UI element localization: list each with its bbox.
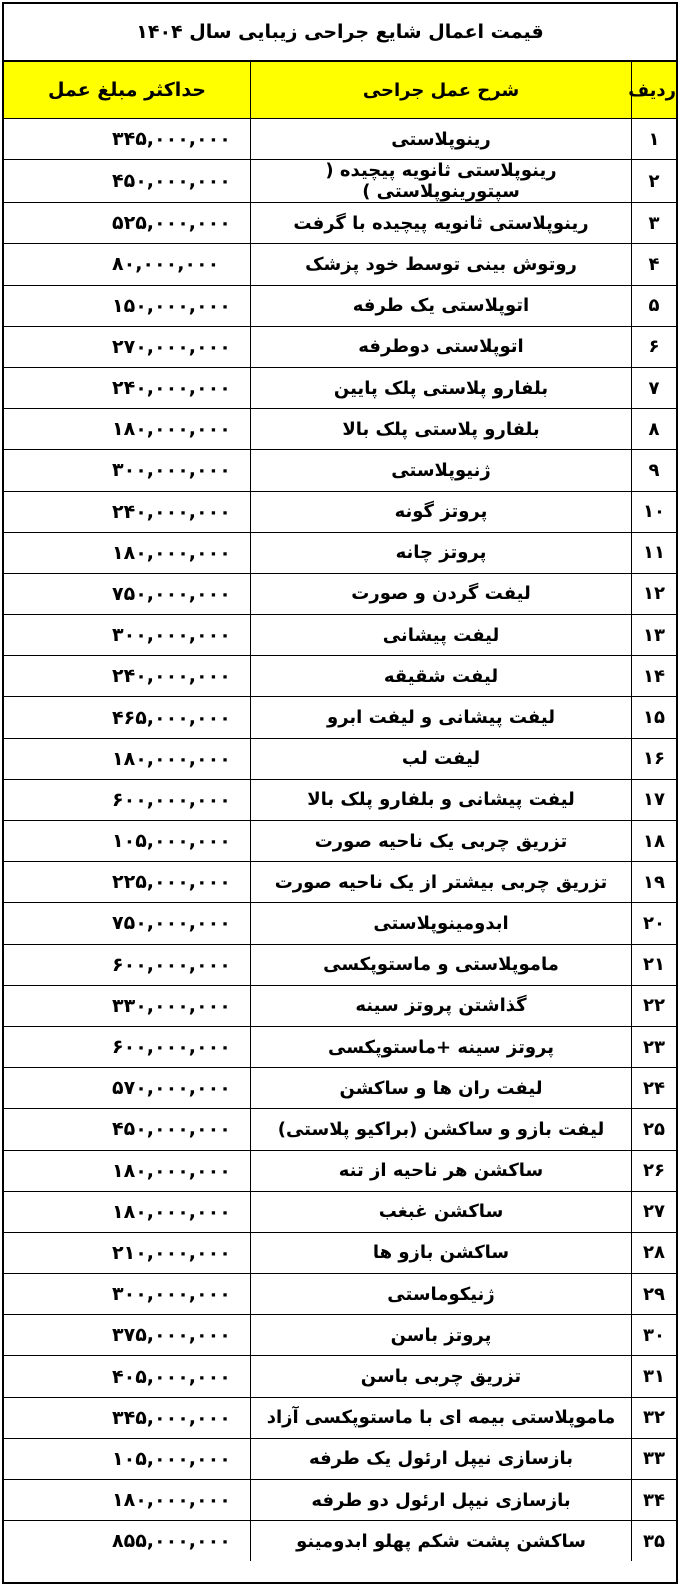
row-description: پروتز گونه	[251, 491, 632, 532]
row-price: ۸۰,۰۰۰,۰۰۰	[4, 244, 251, 285]
row-description: لیفت بازو و ساکشن (براکیو پلاستی)	[251, 1109, 632, 1150]
header-index: ردیف	[632, 62, 677, 119]
row-index: ۹	[632, 450, 677, 491]
row-description: گذاشتن پروتز سینه	[251, 985, 632, 1026]
table-row	[4, 821, 676, 862]
row-price: ۱۸۰,۰۰۰,۰۰۰	[4, 1191, 251, 1232]
table-row	[4, 1438, 676, 1479]
price-table	[4, 62, 676, 1561]
table-row	[4, 1232, 676, 1273]
row-description: ابدومینوپلاستی	[251, 903, 632, 944]
price-table-sheet	[2, 2, 678, 1584]
table-row	[4, 779, 676, 820]
row-description: لیفت پیشانی	[251, 615, 632, 656]
table-row	[4, 203, 676, 244]
row-description: ژنیکوماستی	[251, 1274, 632, 1315]
row-price: ۱۸۰,۰۰۰,۰۰۰	[4, 1150, 251, 1191]
row-price: ۴۵۰,۰۰۰,۰۰۰	[4, 1109, 251, 1150]
row-price: ۶۰۰,۰۰۰,۰۰۰	[4, 1026, 251, 1067]
row-description: لیفت پیشانی و لیفت ابرو	[251, 697, 632, 738]
row-price: ۲۴۰,۰۰۰,۰۰۰	[4, 367, 251, 408]
row-description: پروتز باسن	[251, 1315, 632, 1356]
row-index: ۲۶	[632, 1150, 677, 1191]
header-row	[4, 62, 676, 119]
table-row	[4, 1521, 676, 1562]
row-description: اتوپلاستی دوطرفه	[251, 326, 632, 367]
row-index: ۱۳	[632, 615, 677, 656]
table-row	[4, 615, 676, 656]
row-price: ۴۰۵,۰۰۰,۰۰۰	[4, 1356, 251, 1397]
table-row	[4, 326, 676, 367]
row-index: ۳۲	[632, 1397, 677, 1438]
table-row	[4, 944, 676, 985]
row-price: ۱۸۰,۰۰۰,۰۰۰	[4, 1480, 251, 1521]
row-price: ۶۰۰,۰۰۰,۰۰۰	[4, 944, 251, 985]
row-price: ۳۷۵,۰۰۰,۰۰۰	[4, 1315, 251, 1356]
row-description: لیفت ران ها و ساکشن	[251, 1068, 632, 1109]
row-index: ۲۴	[632, 1068, 677, 1109]
table-body	[4, 119, 676, 1562]
row-index: ۱۷	[632, 779, 677, 820]
row-price: ۷۵۰,۰۰۰,۰۰۰	[4, 573, 251, 614]
table-row	[4, 1480, 676, 1521]
row-index: ۲	[632, 160, 677, 203]
table-row	[4, 656, 676, 697]
row-price: ۱۵۰,۰۰۰,۰۰۰	[4, 285, 251, 326]
row-price: ۶۰۰,۰۰۰,۰۰۰	[4, 779, 251, 820]
row-index: ۵	[632, 285, 677, 326]
page-title: قیمت اعمال شایع جراحی زیبایی سال ۱۴۰۴	[4, 4, 676, 62]
table-row	[4, 119, 676, 160]
row-index: ۱۴	[632, 656, 677, 697]
row-index: ۲۰	[632, 903, 677, 944]
table-row	[4, 409, 676, 450]
row-price: ۲۷۰,۰۰۰,۰۰۰	[4, 326, 251, 367]
table-row	[4, 738, 676, 779]
row-description: تزریق چربی بیشتر از یک ناحیه صورت	[251, 862, 632, 903]
row-description: بلفارو پلاستی پلک بالا	[251, 409, 632, 450]
row-index: ۳	[632, 203, 677, 244]
row-description: رینوپلاستی ثانویه پیچیده ( سپتورینوپلاستی )	[251, 160, 632, 203]
row-description: ساکشن پشت شکم پهلو ابدومینو	[251, 1521, 632, 1562]
row-description: پروتز سینه +ماستوپکسی	[251, 1026, 632, 1067]
row-price: ۳۰۰,۰۰۰,۰۰۰	[4, 615, 251, 656]
row-price: ۱۸۰,۰۰۰,۰۰۰	[4, 738, 251, 779]
row-price: ۷۵۰,۰۰۰,۰۰۰	[4, 903, 251, 944]
row-description: پروتز چانه	[251, 532, 632, 573]
row-description: بازسازی نیپل ارئول دو طرفه	[251, 1480, 632, 1521]
table-row	[4, 903, 676, 944]
table-row	[4, 862, 676, 903]
table-row	[4, 491, 676, 532]
header-price: حداکثر مبلغ عمل	[4, 62, 251, 119]
row-price: ۸۵۵,۰۰۰,۰۰۰	[4, 1521, 251, 1562]
table-row	[4, 985, 676, 1026]
row-description: لیفت پیشانی و بلفارو پلک بالا	[251, 779, 632, 820]
row-description: اتوپلاستی یک طرفه	[251, 285, 632, 326]
row-description: ماموپلاستی و ماستوپکسی	[251, 944, 632, 985]
table-row	[4, 1150, 676, 1191]
header-description: شرح عمل جراحی	[251, 62, 632, 119]
row-description: ساکشن هر ناحیه از تنه	[251, 1150, 632, 1191]
table-row	[4, 1397, 676, 1438]
table-row	[4, 1274, 676, 1315]
table-row	[4, 697, 676, 738]
row-index: ۴	[632, 244, 677, 285]
table-row	[4, 450, 676, 491]
row-price: ۱۸۰,۰۰۰,۰۰۰	[4, 532, 251, 573]
row-index: ۷	[632, 367, 677, 408]
row-price: ۲۴۰,۰۰۰,۰۰۰	[4, 491, 251, 532]
row-description: لیفت گردن و صورت	[251, 573, 632, 614]
row-index: ۳۵	[632, 1521, 677, 1562]
row-price: ۲۲۵,۰۰۰,۰۰۰	[4, 862, 251, 903]
table-row	[4, 244, 676, 285]
row-index: ۶	[632, 326, 677, 367]
row-price: ۱۸۰,۰۰۰,۰۰۰	[4, 409, 251, 450]
row-description: ساکشن بازو ها	[251, 1232, 632, 1273]
table-row	[4, 1068, 676, 1109]
row-description: ماموپلاستی بیمه ای با ماستوپکسی آزاد	[251, 1397, 632, 1438]
table-row	[4, 1356, 676, 1397]
row-price: ۳۴۵,۰۰۰,۰۰۰	[4, 119, 251, 160]
table-row	[4, 1315, 676, 1356]
row-description: تزریق چربی یک ناحیه صورت	[251, 821, 632, 862]
table-row	[4, 285, 676, 326]
row-description: بازسازی نیپل ارئول یک طرفه	[251, 1438, 632, 1479]
row-description: ساکشن غبغب	[251, 1191, 632, 1232]
row-description: رینوپلاستی ثانویه پیچیده با گرفت	[251, 203, 632, 244]
row-index: ۱۵	[632, 697, 677, 738]
row-price: ۴۵۰,۰۰۰,۰۰۰	[4, 160, 251, 203]
row-price: ۳۰۰,۰۰۰,۰۰۰	[4, 1274, 251, 1315]
row-index: ۲۸	[632, 1232, 677, 1273]
row-index: ۱	[632, 119, 677, 160]
row-index: ۲۳	[632, 1026, 677, 1067]
row-description: ژنیوپلاستی	[251, 450, 632, 491]
table-row	[4, 160, 676, 203]
row-description: روتوش بینی توسط خود پزشک	[251, 244, 632, 285]
row-description: تزریق چربی باسن	[251, 1356, 632, 1397]
row-index: ۳۰	[632, 1315, 677, 1356]
row-price: ۳۴۵,۰۰۰,۰۰۰	[4, 1397, 251, 1438]
row-price: ۱۰۵,۰۰۰,۰۰۰	[4, 821, 251, 862]
row-description: بلفارو پلاستی پلک پایین	[251, 367, 632, 408]
row-index: ۳۴	[632, 1480, 677, 1521]
row-price: ۲۱۰,۰۰۰,۰۰۰	[4, 1232, 251, 1273]
row-price: ۴۶۵,۰۰۰,۰۰۰	[4, 697, 251, 738]
row-price: ۱۰۵,۰۰۰,۰۰۰	[4, 1438, 251, 1479]
row-description: رینوپلاستی	[251, 119, 632, 160]
row-price: ۳۰۰,۰۰۰,۰۰۰	[4, 450, 251, 491]
row-price: ۳۳۰,۰۰۰,۰۰۰	[4, 985, 251, 1026]
row-index: ۱۲	[632, 573, 677, 614]
row-index: ۸	[632, 409, 677, 450]
row-description: لیفت لب	[251, 738, 632, 779]
row-index: ۱۰	[632, 491, 677, 532]
table-row	[4, 1109, 676, 1150]
table-row	[4, 1191, 676, 1232]
row-index: ۱۶	[632, 738, 677, 779]
row-index: ۱۹	[632, 862, 677, 903]
row-index: ۲۵	[632, 1109, 677, 1150]
table-row	[4, 573, 676, 614]
row-index: ۲۷	[632, 1191, 677, 1232]
row-price: ۵۷۰,۰۰۰,۰۰۰	[4, 1068, 251, 1109]
row-index: ۲۱	[632, 944, 677, 985]
row-index: ۳۳	[632, 1438, 677, 1479]
row-index: ۲۹	[632, 1274, 677, 1315]
table-row	[4, 532, 676, 573]
row-description: لیفت شقیقه	[251, 656, 632, 697]
row-index: ۱۸	[632, 821, 677, 862]
row-index: ۲۲	[632, 985, 677, 1026]
row-index: ۱۱	[632, 532, 677, 573]
row-price: ۵۲۵,۰۰۰,۰۰۰	[4, 203, 251, 244]
table-row	[4, 1026, 676, 1067]
table-row	[4, 367, 676, 408]
row-price: ۲۴۰,۰۰۰,۰۰۰	[4, 656, 251, 697]
row-index: ۳۱	[632, 1356, 677, 1397]
